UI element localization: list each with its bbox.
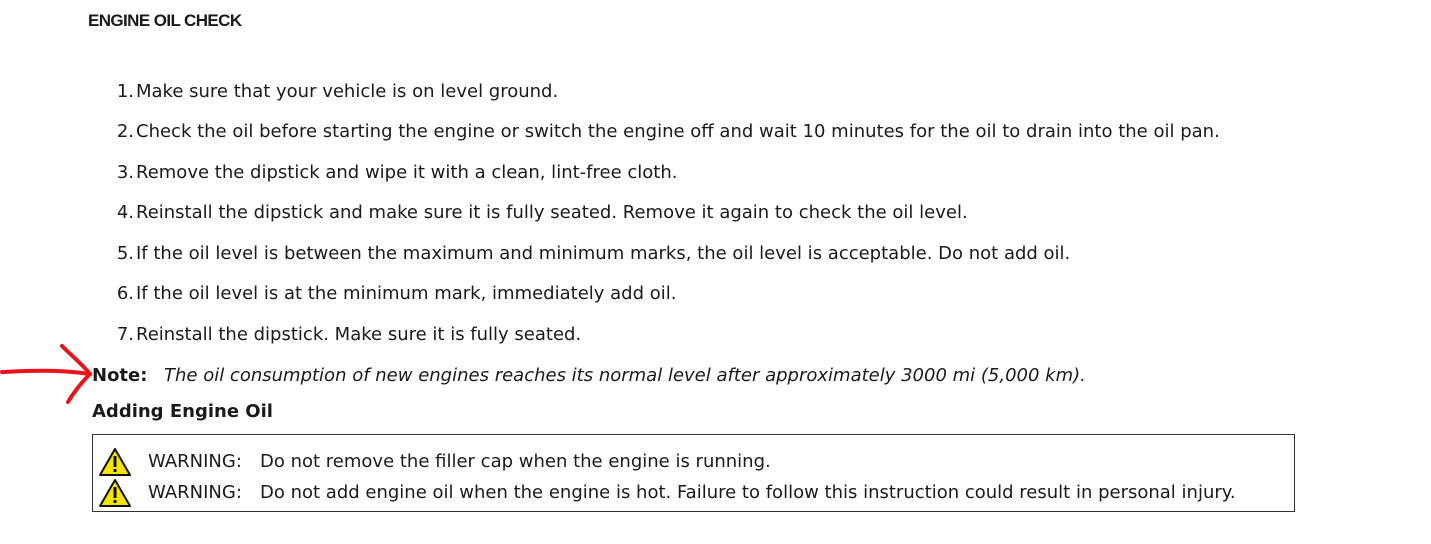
step-number: 6. <box>116 283 134 304</box>
warning-label: WARNING: <box>148 482 242 503</box>
adding-engine-oil-heading: Adding Engine Oil <box>92 401 273 422</box>
step-text: If the oil level is at the minimum mark, immediately add oil. <box>136 283 677 304</box>
step-number: 5. <box>116 243 134 264</box>
step-text: Check the oil before starting the engine or switch the engine off and wait 10 minutes for the oil to drain into the oil pan. <box>136 121 1220 142</box>
warning-text: Do not add engine oil when the engine is hot. Failure to follow this instruction could result in personal injury. <box>260 482 1236 503</box>
warning-label: WARNING: <box>148 451 242 472</box>
step-text: If the oil level is between the maximum and minimum marks, the oil level is acceptable. Do not add oil. <box>136 243 1071 264</box>
step-text: Make sure that your vehicle is on level ground. <box>136 81 559 102</box>
step-text: Reinstall the dipstick. Make sure it is fully seated. <box>136 324 582 345</box>
step-number: 4. <box>116 202 134 223</box>
warning-box <box>92 434 1295 512</box>
step-text: Reinstall the dipstick and make sure it is fully seated. Remove it again to check the oil level. <box>136 202 968 223</box>
note <box>92 364 1086 388</box>
step-number: 7. <box>116 324 134 345</box>
step-number: 2. <box>116 121 134 142</box>
note-text: The oil consumption of new engines reaches its normal level after approximately 3000 mi (5,000 km). <box>164 365 1086 386</box>
warning-triangle-icon <box>98 478 132 508</box>
red-arrow-annotation-icon <box>0 338 95 408</box>
warning-text: Do not remove the filler cap when the engine is running. <box>260 451 771 472</box>
warning-triangle-icon <box>98 447 132 477</box>
section-heading: ENGINE OIL CHECK <box>88 11 242 30</box>
note-label: Note: <box>92 365 148 386</box>
step-number: 1. <box>116 81 134 102</box>
step-text: Remove the dipstick and wipe it with a clean, lint-free cloth. <box>136 162 678 183</box>
step-number: 3. <box>116 162 134 183</box>
